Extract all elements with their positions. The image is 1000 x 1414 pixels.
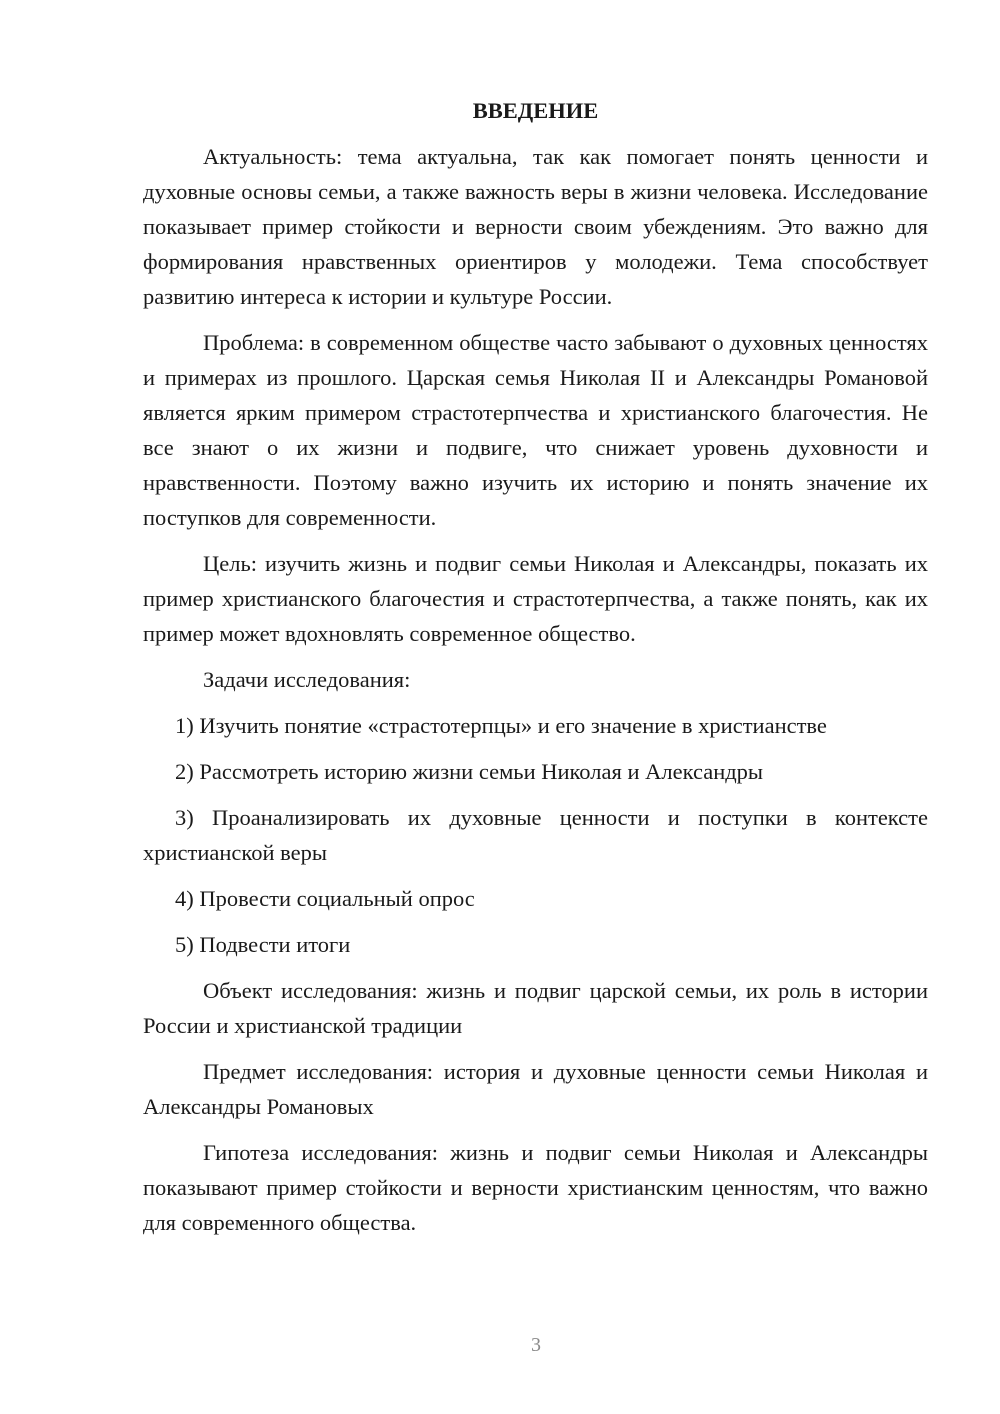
list-item: 5) Подвести итоги bbox=[175, 932, 351, 957]
tasks-label: Задачи исследования: bbox=[203, 667, 411, 692]
object-paragraph: Объект исследования: жизнь и подвиг царской семьи, их роль в истории России и христианской традиции bbox=[143, 978, 928, 1038]
page-title: ВВЕДЕНИЕ bbox=[472, 98, 599, 123]
goal-paragraph: Цель: изучить жизнь и подвиг семьи Николая и Александры, показать их пример христианского благочестия и страстотерпчества, а также понять, как их пример может вдохновлять современное общество. bbox=[143, 551, 928, 646]
list-item: 2) Рассмотреть историю жизни семьи Николая и Александры bbox=[175, 759, 764, 784]
list-item: 3) Проанализировать их духовные ценности и поступки в контексте христианской веры bbox=[143, 805, 928, 865]
relevance-paragraph: Актуальность: тема актуальна, так как помогает понять ценности и духовные основы семьи, а также важность веры в жизни человека. Исследование показывает пример стойкости и верности своим убеждениям. Это важно для формирования нравственных ориентиров у молодежи. Тема способствует развитию интереса к истории и культуре России. bbox=[143, 144, 928, 309]
problem-paragraph: Проблема: в современном обществе часто забывают о духовных ценностях и примерах из прошлого. Царская семья Николая II и Александры Романовой является ярким примером страстотерпчества и христианского благочестия. Не все знают о их жизни и подвиге, что снижает уровень духовности и нравственности. Поэтому важно изучить их историю и понять значение их поступков для современности. bbox=[143, 330, 928, 530]
hypothesis-paragraph: Гипотеза исследования: жизнь и подвиг семьи Николая и Александры показывают пример стойкости и верности христианским ценностям, что важно для современного общества. bbox=[143, 1140, 928, 1235]
document-page bbox=[143, 96, 928, 1251]
tasks-list bbox=[143, 708, 928, 962]
page-number: 3 bbox=[531, 1334, 541, 1356]
list-item: 1) Изучить понятие «страстотерпцы» и его значение в христианстве bbox=[175, 713, 827, 738]
list-item: 4) Провести социальный опрос bbox=[175, 886, 475, 911]
subject-paragraph: Предмет исследования: история и духовные ценности семьи Николая и Александры Романовых bbox=[143, 1059, 928, 1119]
